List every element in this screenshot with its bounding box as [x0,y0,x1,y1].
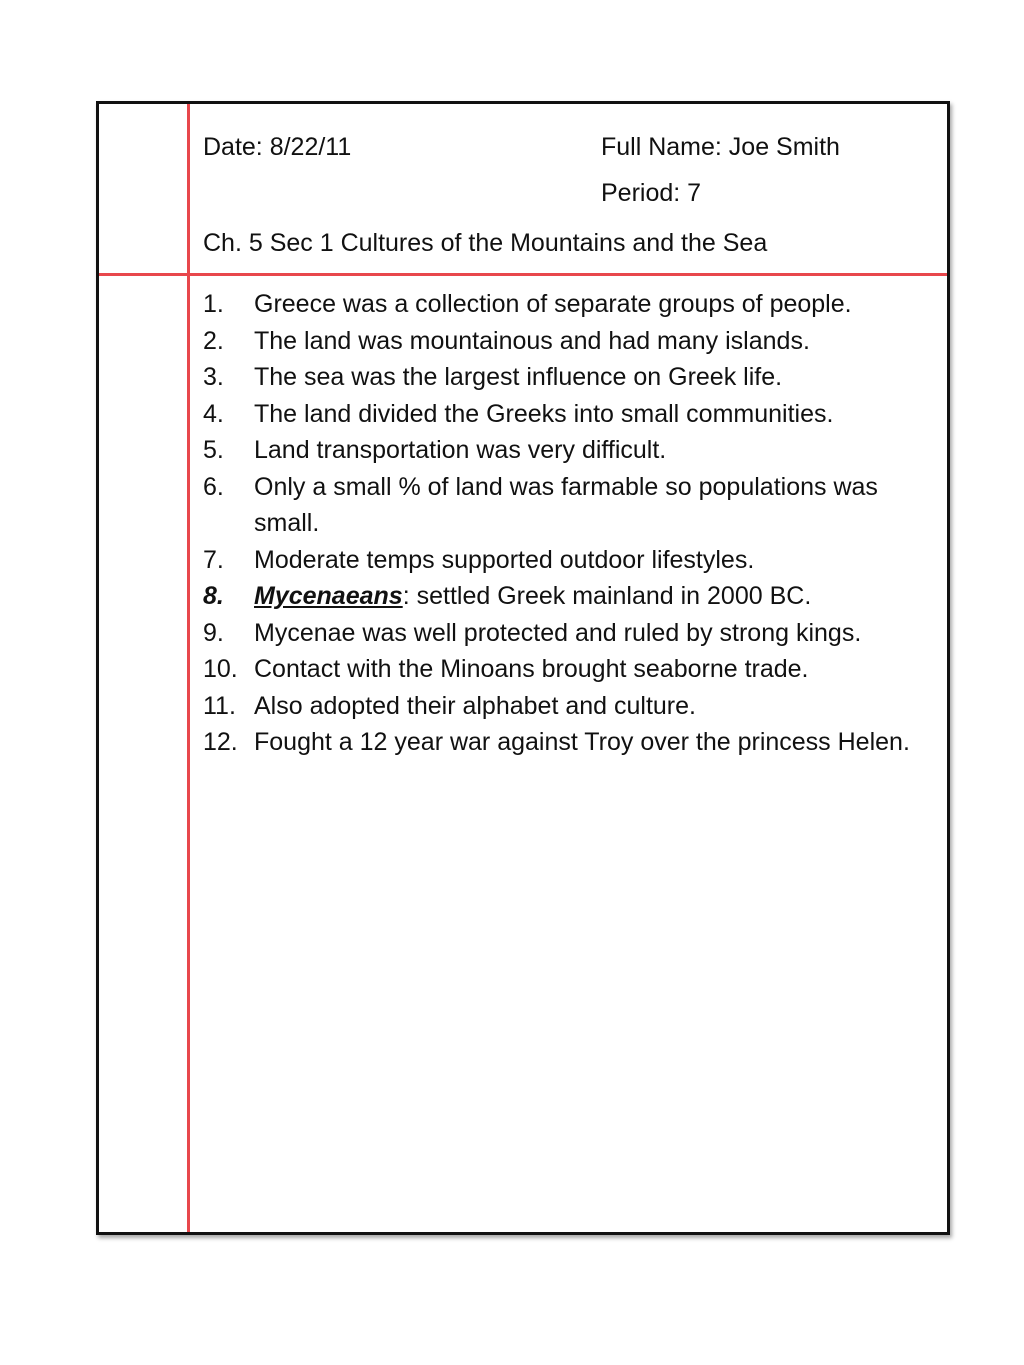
note-text: Moderate temps supported outdoor lifestyles. [254,545,755,574]
key-term: Mycenaeans [254,582,403,610]
notebook-page [96,101,950,1235]
note-item [203,323,933,360]
full-name-label: Full Name: Joe Smith [601,133,840,161]
note-text: The land divided the Greeks into small communities. [254,399,834,428]
note-item [203,651,933,688]
note-number: 12. [203,728,238,756]
date-label: Date: 8/22/11 [203,133,352,161]
note-text: Contact with the Minoans brought seaborne trade. [254,655,809,683]
notes-list [203,286,933,761]
note-number: 6. [203,472,224,501]
chapter-title: Ch. 5 Sec 1 Cultures of the Mountains and the Sea [203,229,768,257]
note-text: The land was mountainous and had many islands. [254,326,810,355]
note-number: 5. [203,436,224,464]
note-text: : settled Greek mainland in 2000 BC. [402,582,812,610]
note-text: Also adopted their alphabet and culture. [254,691,696,720]
note-item [203,432,933,469]
note-number: 3. [203,363,224,391]
note-number: 1. [203,290,224,318]
header-rule [99,273,947,276]
note-text: The sea was the largest influence on Greek life. [254,363,783,391]
note-number: 9. [203,618,224,647]
note-item [203,469,933,542]
note-text: Land transportation was very difficult. [254,436,667,464]
note-text: Only a small % of land was farmable so populations was small. [254,472,878,537]
note-item [203,396,933,433]
note-number: 10. [203,655,238,683]
note-item [203,615,933,652]
note-number: 4. [203,399,224,428]
note-number: 2. [203,326,224,355]
period-label: Period: 7 [601,179,702,207]
note-item-key-term [203,578,933,615]
note-number: 8. [203,582,224,610]
note-text: Fought a 12 year war against Troy over the princess Helen. [254,728,910,756]
note-item [203,724,933,761]
note-item [203,688,933,725]
note-item [203,542,933,579]
note-item [203,359,933,396]
note-item [203,286,933,323]
note-text: Mycenae was well protected and ruled by strong kings. [254,618,862,647]
note-number: 11. [203,691,236,720]
note-number: 7. [203,545,224,574]
note-text: Greece was a collection of separate groups of people. [254,290,852,318]
